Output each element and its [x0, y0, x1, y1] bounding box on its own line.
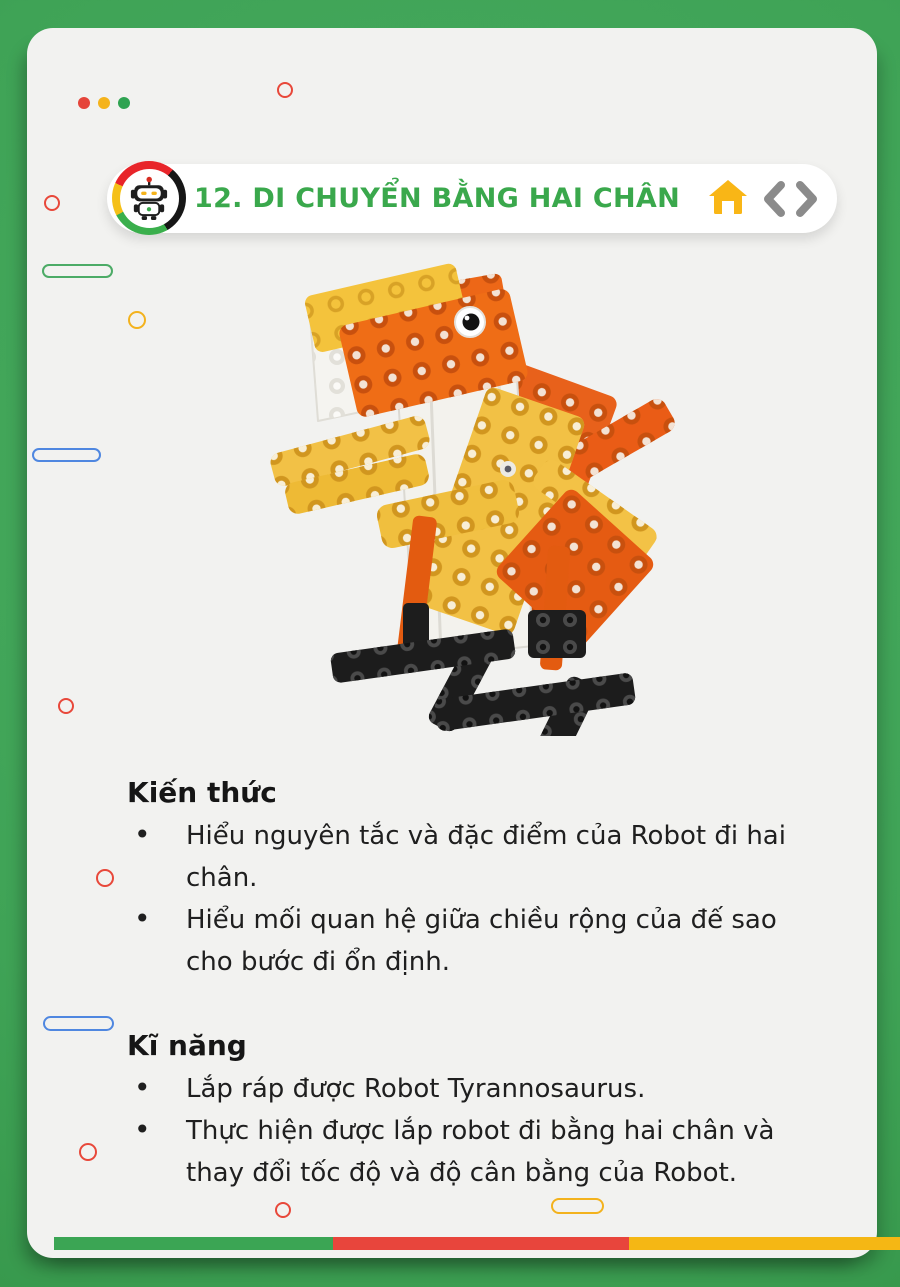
- window-dot-yellow-icon: [98, 97, 110, 109]
- robot-tyrannosaurus-image: [265, 256, 685, 736]
- stripe-yellow-segment: [629, 1237, 900, 1250]
- bullet-icon: •: [134, 818, 151, 851]
- stripe-green-segment: [54, 1237, 333, 1250]
- decor-circle-yellow: [128, 311, 146, 329]
- content-card: [27, 28, 877, 1258]
- decor-pill-blue: [43, 1016, 114, 1031]
- list-item: [127, 1110, 799, 1194]
- stripe-red-segment: [333, 1237, 629, 1250]
- home-icon: [708, 178, 748, 218]
- list-item: [127, 1068, 799, 1110]
- home-button[interactable]: [708, 178, 748, 218]
- bullet-text: Lắp ráp được Robot Tyrannosaurus.: [186, 1074, 646, 1104]
- lesson-objectives: [127, 776, 827, 1194]
- decor-circle-red: [79, 1143, 97, 1161]
- next-page-button[interactable]: [794, 180, 820, 218]
- chevron-left-icon: [761, 180, 787, 218]
- chevron-right-icon: [794, 180, 820, 218]
- section-skills: [127, 1029, 827, 1194]
- bullet-text: Hiểu nguyên tắc và đặc điểm của Robot đi hai chân.: [186, 821, 786, 893]
- decor-circle-red: [275, 1202, 291, 1218]
- window-dots: [78, 97, 130, 109]
- bullet-text: Thực hiện được lắp robot đi bằng hai chân và thay đổi tốc độ và độ cân bằng của Robot.: [186, 1116, 775, 1188]
- decor-circle-red: [44, 195, 60, 211]
- robot-logo-icon: [120, 169, 179, 228]
- decor-pill-green: [42, 264, 113, 278]
- bullet-list: [127, 815, 799, 983]
- section-heading: Kiến thức: [127, 776, 277, 809]
- decor-pill-yellow: [551, 1198, 604, 1214]
- bullet-text: Hiểu mối quan hệ giữa chiều rộng của đế sao cho bước đi ổn định.: [186, 905, 777, 977]
- section-knowledge: [127, 776, 827, 983]
- prev-page-button[interactable]: [761, 180, 787, 218]
- section-heading: Kĩ năng: [127, 1029, 247, 1062]
- list-item: [127, 899, 799, 983]
- list-item: [127, 815, 799, 899]
- window-dot-green-icon: [118, 97, 130, 109]
- bullet-icon: •: [134, 1113, 151, 1146]
- footer-stripe: [54, 1237, 900, 1250]
- page-title: 12. DI CHUYỂN BẰNG HAI CHÂN: [194, 183, 680, 214]
- decor-pill-blue: [32, 448, 101, 462]
- window-dot-red-icon: [78, 97, 90, 109]
- decor-circle-red: [277, 82, 293, 98]
- bullet-icon: •: [134, 902, 151, 935]
- decor-circle-red: [58, 698, 74, 714]
- bullet-icon: •: [134, 1071, 151, 1104]
- app-logo: [112, 161, 186, 235]
- decor-circle-red: [96, 869, 114, 887]
- header-bar: [107, 164, 837, 233]
- bullet-list: [127, 1068, 799, 1194]
